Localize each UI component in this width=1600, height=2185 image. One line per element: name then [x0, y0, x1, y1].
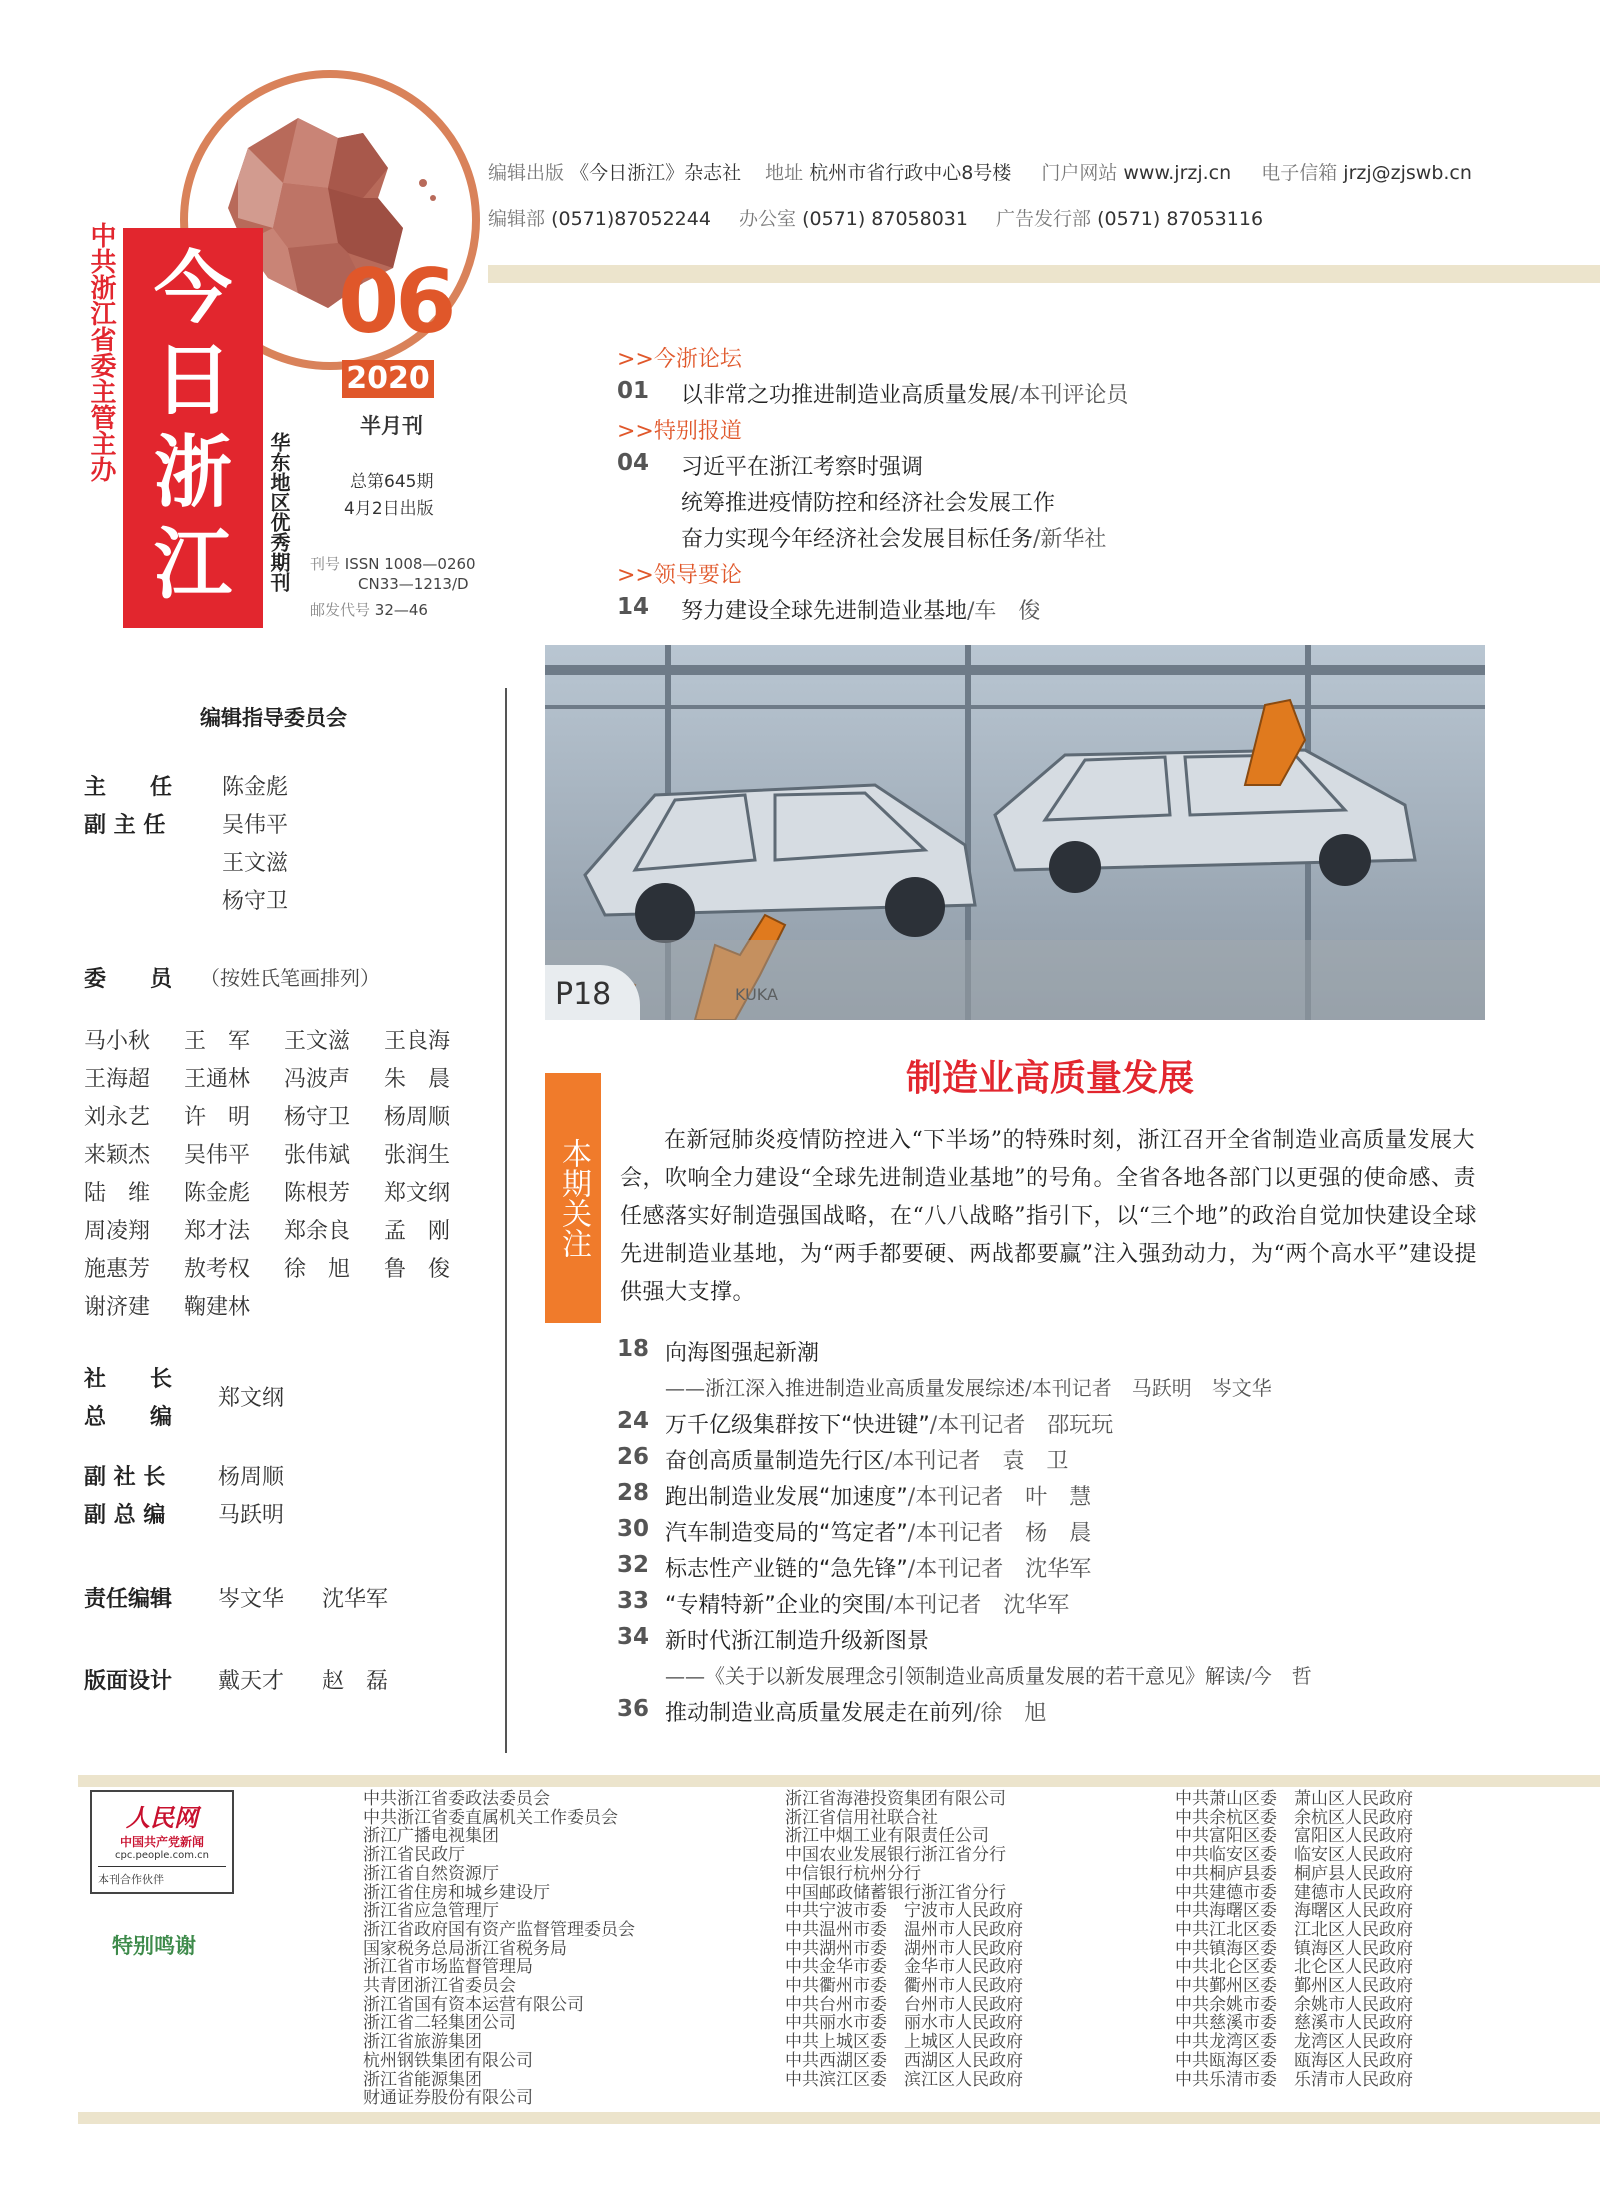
- thanks-entry: 中共滨江区委 滨江区人民政府: [785, 2069, 1023, 2090]
- thanks-entry: 浙江省能源集团: [363, 2069, 482, 2090]
- issn-line: [310, 553, 476, 574]
- issue-number: 06: [338, 250, 453, 353]
- member-name: 谢济建: [84, 1295, 151, 1320]
- thanks-entry: 浙江广播电视集团: [363, 1826, 499, 1847]
- thanks-entry: 中共龙湾区委 龙湾区人民政府: [1175, 2032, 1413, 2053]
- designer-name: 戴天才: [218, 1669, 285, 1694]
- thanks-entry: 共青团浙江省委员会: [363, 1976, 516, 1997]
- logo-subtitle: 中国共产党新闻: [119, 1835, 204, 1849]
- toc-title: 奋创高质量制造先行区: [665, 1449, 886, 1474]
- member-name: 周凌翔: [84, 1219, 151, 1244]
- members-grid: [84, 1024, 484, 1328]
- member-name: 冯波声: [284, 1067, 351, 1092]
- member-name: 陈金彪: [184, 1181, 251, 1206]
- design-label: 版面设计: [84, 1669, 173, 1694]
- toc-author: /徐 旭: [973, 1701, 1047, 1726]
- address-label: 地址: [765, 162, 804, 184]
- toc-title: 万千亿级集群按下“快进键”: [665, 1413, 930, 1438]
- thanks-entry: 中共湖州市委 湖州市人民政府: [785, 1938, 1023, 1959]
- toc-page: 30: [617, 1516, 650, 1542]
- focus-tag: [545, 1073, 601, 1323]
- thanks-entry: 浙江省信用社联合社: [785, 1807, 938, 1828]
- thanks-entry: 中共衢州市委 衢州市人民政府: [785, 1976, 1023, 1997]
- members-label: 委 员: [84, 967, 173, 992]
- section-heading: >>领导要论: [617, 563, 742, 588]
- thanks-entry: 中共台州市委 台州市人民政府: [785, 1994, 1023, 2015]
- toc-author: /车 俊: [967, 599, 1041, 624]
- thanks-entry: 浙江省应急管理厅: [363, 1901, 499, 1922]
- thanks-entry: 中共瓯海区委 瓯海区人民政府: [1175, 2050, 1413, 2071]
- thanks-column-2: [785, 1790, 1023, 2089]
- toc-row[interactable]: [617, 378, 1577, 414]
- toc-subtitle-row[interactable]: [617, 1660, 1517, 1696]
- member-name: 郑才法: [184, 1219, 251, 1244]
- thanks-entry: 中共鄞州区委 鄞州区人民政府: [1175, 1976, 1413, 1997]
- thanks-entry: 中共萧山区委 萧山区人民政府: [1175, 1789, 1413, 1809]
- vice-president-name: 杨周顺: [218, 1465, 285, 1490]
- contact-info-line: [488, 204, 1263, 231]
- logo-url: cpc.people.com.cn: [115, 1850, 209, 1861]
- toc-title: 推动制造业高质量发展走在前列: [665, 1701, 974, 1726]
- toc-title: ——《关于以新发展理念引领制造业高质量发展的若干意见》解读: [665, 1664, 1245, 1688]
- title-char: 江: [153, 519, 232, 610]
- toc-row[interactable]: [617, 1336, 1517, 1372]
- vice-president-label: 副 社 长: [84, 1465, 166, 1490]
- column-divider: [505, 688, 507, 1753]
- designer-name: 赵 磊: [322, 1669, 389, 1694]
- member-name: 杨周顺: [384, 1105, 451, 1130]
- vice-director-name: 吴伟平: [222, 813, 289, 838]
- vice-director-name: 杨守卫: [222, 889, 289, 914]
- toc-page: 24: [617, 1408, 650, 1434]
- member-name: 马小秋: [84, 1029, 151, 1054]
- toc-page: 34: [617, 1624, 650, 1650]
- vice-chief-name: 马跃明: [218, 1503, 285, 1528]
- title-char: 日: [153, 335, 232, 426]
- title-char: 浙: [153, 427, 232, 518]
- footer-divider-bottom: [78, 2112, 1600, 2124]
- thanks-entry: 中共金华市委 金华市人民政府: [785, 1957, 1023, 1978]
- section-heading: >>特别报道: [617, 419, 742, 444]
- thanks-entry: 中共镇海区委 镇海区人民政府: [1175, 1938, 1413, 1959]
- toc-title: ——浙江深入推进制造业高质量发展综述: [665, 1376, 1025, 1400]
- thanks-column-1: [363, 1790, 635, 2108]
- editorial-phone: (0571)87052244: [551, 208, 711, 230]
- thanks-entry: 浙江省市场监督管理局: [363, 1957, 533, 1978]
- toc-row[interactable]: [617, 1480, 1517, 1516]
- issue-year: 2020: [342, 360, 434, 398]
- member-name: 朱 晨: [384, 1067, 451, 1092]
- partner-logo-box[interactable]: [90, 1790, 234, 1894]
- members-note: （按姓氏笔画排列）: [200, 966, 380, 990]
- sponsor-text: 中共浙江省委主管主办: [86, 222, 116, 482]
- thanks-entry: 中共西湖区委 西湖区人民政府: [785, 2050, 1023, 2071]
- thanks-entry: 中共海曙区委 海曙区人民政府: [1175, 1901, 1413, 1922]
- toc-row[interactable]: [617, 1624, 1517, 1660]
- toc-page: 26: [617, 1444, 650, 1470]
- thanks-entry: 浙江省民政厅: [363, 1845, 465, 1866]
- publisher-value: 《今日浙江》杂志社: [570, 162, 742, 184]
- toc-author: /本刊记者 沈华军: [885, 1593, 1070, 1618]
- member-name: 鞠建林: [184, 1295, 251, 1320]
- total-issue: 总第645期: [350, 472, 434, 492]
- thanks-entry: 中共桐庐县委 桐庐县人民政府: [1175, 1863, 1413, 1884]
- member-name: 张伟斌: [284, 1143, 351, 1168]
- president-label: 社 长: [84, 1367, 173, 1392]
- toc-page: 28: [617, 1480, 650, 1506]
- toc-title: 统筹推进疫情防控和经济社会发展工作: [681, 491, 1056, 516]
- toc-row[interactable]: [617, 1588, 1517, 1624]
- editorial-label: 编辑部: [488, 208, 546, 230]
- toc-row[interactable]: [617, 1552, 1517, 1588]
- email-value[interactable]: jrzj@zjswb.cn: [1343, 162, 1472, 184]
- toc-author: /今 哲: [1245, 1664, 1312, 1688]
- photo-page-tag: P18: [555, 977, 612, 1012]
- member-name: 吴伟平: [184, 1143, 251, 1168]
- toc-page: 01: [617, 378, 650, 404]
- thanks-entry: 中共上城区委 上城区人民政府: [785, 2032, 1023, 2053]
- thanks-entry: 中共浙江省委政法委员会: [363, 1789, 550, 1809]
- postal-line: [310, 599, 428, 620]
- editor-name: 沈华军: [322, 1587, 389, 1612]
- toc-row[interactable]: [617, 522, 1577, 558]
- toc-row[interactable]: [617, 594, 1577, 630]
- editor-label: 责任编辑: [84, 1587, 173, 1612]
- president-name: 郑文纲: [218, 1386, 285, 1411]
- thanks-entry: 浙江省政府国有资产监督管理委员会: [363, 1919, 635, 1940]
- member-name: 来颖杰: [84, 1143, 151, 1168]
- address-value: 杭州市省行政中心8号楼: [809, 162, 1012, 184]
- toc-page: 18: [617, 1336, 650, 1362]
- thanks-entry: 浙江省国有资本运营有限公司: [363, 1994, 584, 2015]
- thanks-entry: 浙江省自然资源厅: [363, 1863, 499, 1884]
- toc-author: /本刊记者 邵玩玩: [929, 1413, 1114, 1438]
- thanks-entry: 中共余杭区委 余杭区人民政府: [1175, 1807, 1413, 1828]
- director-name: 陈金彪: [222, 775, 289, 800]
- thanks-column-3: [1175, 1790, 1413, 2089]
- publish-date: 4月2日出版: [344, 499, 434, 519]
- chief-editor-label: 总 编: [84, 1405, 173, 1430]
- toc-page: 36: [617, 1696, 650, 1722]
- thanks-entry: 中共宁波市委 宁波市人民政府: [785, 1901, 1023, 1922]
- toc-title: 习近平在浙江考察时强调: [681, 455, 924, 480]
- postal-value: 32—46: [374, 601, 428, 619]
- member-name: 刘永艺: [84, 1105, 151, 1130]
- award-text: 华东地区优秀期刊: [267, 432, 291, 592]
- award-label: [268, 432, 290, 596]
- section-name: 领导要论: [653, 563, 742, 588]
- member-name: 郑余良: [284, 1219, 351, 1244]
- member-name: 王海超: [84, 1067, 151, 1092]
- toc-page: 32: [617, 1552, 650, 1578]
- toc-row[interactable]: [617, 486, 1577, 522]
- toc-title: “专精特新”企业的突围: [665, 1593, 886, 1618]
- thanks-entry: 中共富阳区委 富阳区人民政府: [1175, 1826, 1413, 1847]
- special-thanks-label: 特别鸣谢: [112, 1933, 196, 1958]
- thanks-entry: 中共慈溪市委 慈溪市人民政府: [1175, 2013, 1413, 2034]
- thanks-entry: 中共余姚市委 余姚市人民政府: [1175, 1994, 1413, 2015]
- thanks-entry: 中共建德市委 建德市人民政府: [1175, 1882, 1413, 1903]
- footer-divider-top: [78, 1775, 1600, 1787]
- logo-caption: 本刊合作伙伴: [98, 1866, 226, 1887]
- member-name: 郑文纲: [384, 1181, 451, 1206]
- focus-summary: 在新冠肺炎疫情防控进入“下半场”的特殊时刻，浙江召开全省制造业高质量发展大会，吹响全力建设“全球先进制造业基地”的号角。全省各地各部门以更强的使命感、责任感落实好制造强国战略，在“八八战略”指引下，以“三个地”的政治自觉加快建设全球先进制造业基地，为“两手都要硬、两战都要赢”注入强劲动力，为“两个高水平”建设提供强大支撑。: [620, 1128, 1477, 1305]
- thanks-entry: 浙江省旅游集团: [363, 2032, 482, 2053]
- section-heading: >>今浙论坛: [617, 347, 742, 372]
- magazine-title-box: [123, 228, 263, 628]
- vice-director-label: 副 主 任: [84, 813, 166, 838]
- sponsor-label: [86, 222, 115, 489]
- toc-author: /本刊记者 叶 慧: [907, 1485, 1092, 1510]
- member-name: 鲁 俊: [384, 1257, 451, 1282]
- publisher-info-line: [488, 158, 1472, 185]
- toc-title: 奋力实现今年经济社会发展目标任务: [681, 527, 1034, 552]
- toc-top: [617, 342, 1577, 630]
- toc-title: 以非常之功推进制造业高质量发展: [681, 383, 1012, 408]
- member-name: 王文滋: [284, 1029, 351, 1054]
- thanks-entry: 中共丽水市委 丽水市人民政府: [785, 2013, 1023, 2034]
- focus-title: 制造业高质量发展: [905, 1058, 1194, 1099]
- toc-row[interactable]: [617, 1444, 1517, 1480]
- member-name: 施惠芳: [84, 1257, 151, 1282]
- thanks-entry: 财通证券股份有限公司: [363, 2088, 533, 2109]
- toc-page: 14: [617, 594, 650, 620]
- thanks-entry: 中国农业发展银行浙江省分行: [785, 1845, 1006, 1866]
- ad-phone: (0571) 87053116: [1097, 208, 1264, 230]
- thanks-entry: 中共北仑区委 北仑区人民政府: [1175, 1957, 1413, 1978]
- vice-chief-label: 副 总 编: [84, 1503, 166, 1528]
- toc-row[interactable]: [617, 1408, 1517, 1444]
- toc-row[interactable]: [617, 1516, 1517, 1552]
- ad-label: 广告发行部: [996, 208, 1092, 230]
- factory-photo: [545, 645, 1485, 1020]
- thanks-entry: 中信银行杭州分行: [785, 1863, 921, 1884]
- thanks-entry: 中国邮政储蓄银行浙江省分行: [785, 1882, 1006, 1903]
- vice-director-name: 王文滋: [222, 851, 289, 876]
- toc-title: 新时代浙江制造升级新图景: [665, 1629, 930, 1654]
- toc-subtitle-row[interactable]: [617, 1372, 1517, 1408]
- thanks-entry: 浙江中烟工业有限责任公司: [785, 1826, 989, 1847]
- office-phone: (0571) 87058031: [802, 208, 968, 230]
- member-name: 陆 维: [84, 1181, 151, 1206]
- toc-row[interactable]: [617, 450, 1577, 486]
- member-name: 杨守卫: [284, 1105, 351, 1130]
- toc-page: [617, 1372, 665, 1408]
- office-label: 办公室: [739, 208, 797, 230]
- email-label: 电子信箱: [1261, 162, 1338, 184]
- member-name: 陈根芳: [284, 1181, 351, 1206]
- issn-label: 刊号: [310, 555, 341, 573]
- thanks-entry: 中共浙江省委直属机关工作委员会: [363, 1807, 618, 1828]
- thanks-entry: 中共温州市委 温州市人民政府: [785, 1919, 1023, 1940]
- toc-author: /本刊评论员: [1011, 383, 1129, 408]
- website-value[interactable]: www.jrzj.cn: [1123, 162, 1232, 184]
- member-name: 孟 刚: [384, 1219, 451, 1244]
- thanks-entry: 中共临安区委 临安区人民政府: [1175, 1845, 1413, 1866]
- toc-title: 努力建设全球先进制造业基地: [681, 599, 968, 624]
- car-assembly-illustration: [545, 645, 1485, 1020]
- header-divider: [488, 265, 1600, 283]
- title-char: 今: [153, 243, 232, 334]
- toc-page: 04: [617, 450, 650, 476]
- postal-label: 邮发代号: [310, 601, 371, 619]
- toc-author: /本刊记者 沈华军: [907, 1557, 1092, 1582]
- toc-author: /本刊记者 马跃明 岑文华: [1025, 1376, 1272, 1400]
- thanks-entry: 杭州钢铁集团有限公司: [363, 2050, 533, 2071]
- member-name: 敖考权: [184, 1257, 251, 1282]
- robot-label: KUKA: [735, 985, 778, 1004]
- issn-value: ISSN 1008—0260: [344, 555, 476, 573]
- member-name: 张润生: [384, 1143, 451, 1168]
- toc-focus: [617, 1336, 1517, 1732]
- people-logo: 人民网: [126, 1803, 198, 1832]
- website-label: 门户网站: [1041, 162, 1118, 184]
- toc-page: 33: [617, 1588, 650, 1614]
- member-name: 王通林: [184, 1067, 251, 1092]
- focus-tag-text: 本期关注: [556, 1138, 591, 1258]
- toc-title: 标志性产业链的“急先锋”: [665, 1557, 908, 1582]
- editor-name: 岑文华: [218, 1587, 285, 1612]
- frequency-label: 半月刊: [360, 414, 423, 438]
- member-name: 许 明: [184, 1105, 251, 1130]
- toc-row[interactable]: [617, 1696, 1517, 1732]
- thanks-entry: 国家税务总局浙江省税务局: [363, 1938, 567, 1959]
- section-name: 特别报道: [653, 419, 742, 444]
- thanks-entry: 浙江省海港投资集团有限公司: [785, 1789, 1006, 1809]
- toc-title: 汽车制造变局的“笃定者”: [665, 1521, 908, 1546]
- thanks-entry: 中共乐清市委 乐清市人民政府: [1175, 2069, 1413, 2090]
- cn-number: CN33—1213/D: [358, 575, 469, 593]
- toc-author: /本刊记者 杨 晨: [907, 1521, 1092, 1546]
- section-name: 今浙论坛: [653, 347, 742, 372]
- thanks-entry: 浙江省二轻集团公司: [363, 2013, 516, 2034]
- toc-title: 向海图强起新潮: [665, 1341, 820, 1366]
- thanks-entry: 浙江省住房和城乡建设厅: [363, 1882, 550, 1903]
- toc-author: /新华社: [1033, 527, 1107, 552]
- toc-page: [617, 1660, 665, 1696]
- thanks-entry: 中共江北区委 江北区人民政府: [1175, 1919, 1413, 1940]
- publisher-label: 编辑出版: [488, 162, 565, 184]
- member-name: 徐 旭: [284, 1257, 351, 1282]
- toc-title: 跑出制造业发展“加速度”: [665, 1485, 908, 1510]
- member-name: 王 军: [184, 1029, 251, 1054]
- director-label: 主 任: [84, 775, 173, 800]
- toc-author: /本刊记者 袁 卫: [885, 1449, 1069, 1474]
- committee-heading: 编辑指导委员会: [200, 706, 347, 730]
- member-name: 王良海: [384, 1029, 451, 1054]
